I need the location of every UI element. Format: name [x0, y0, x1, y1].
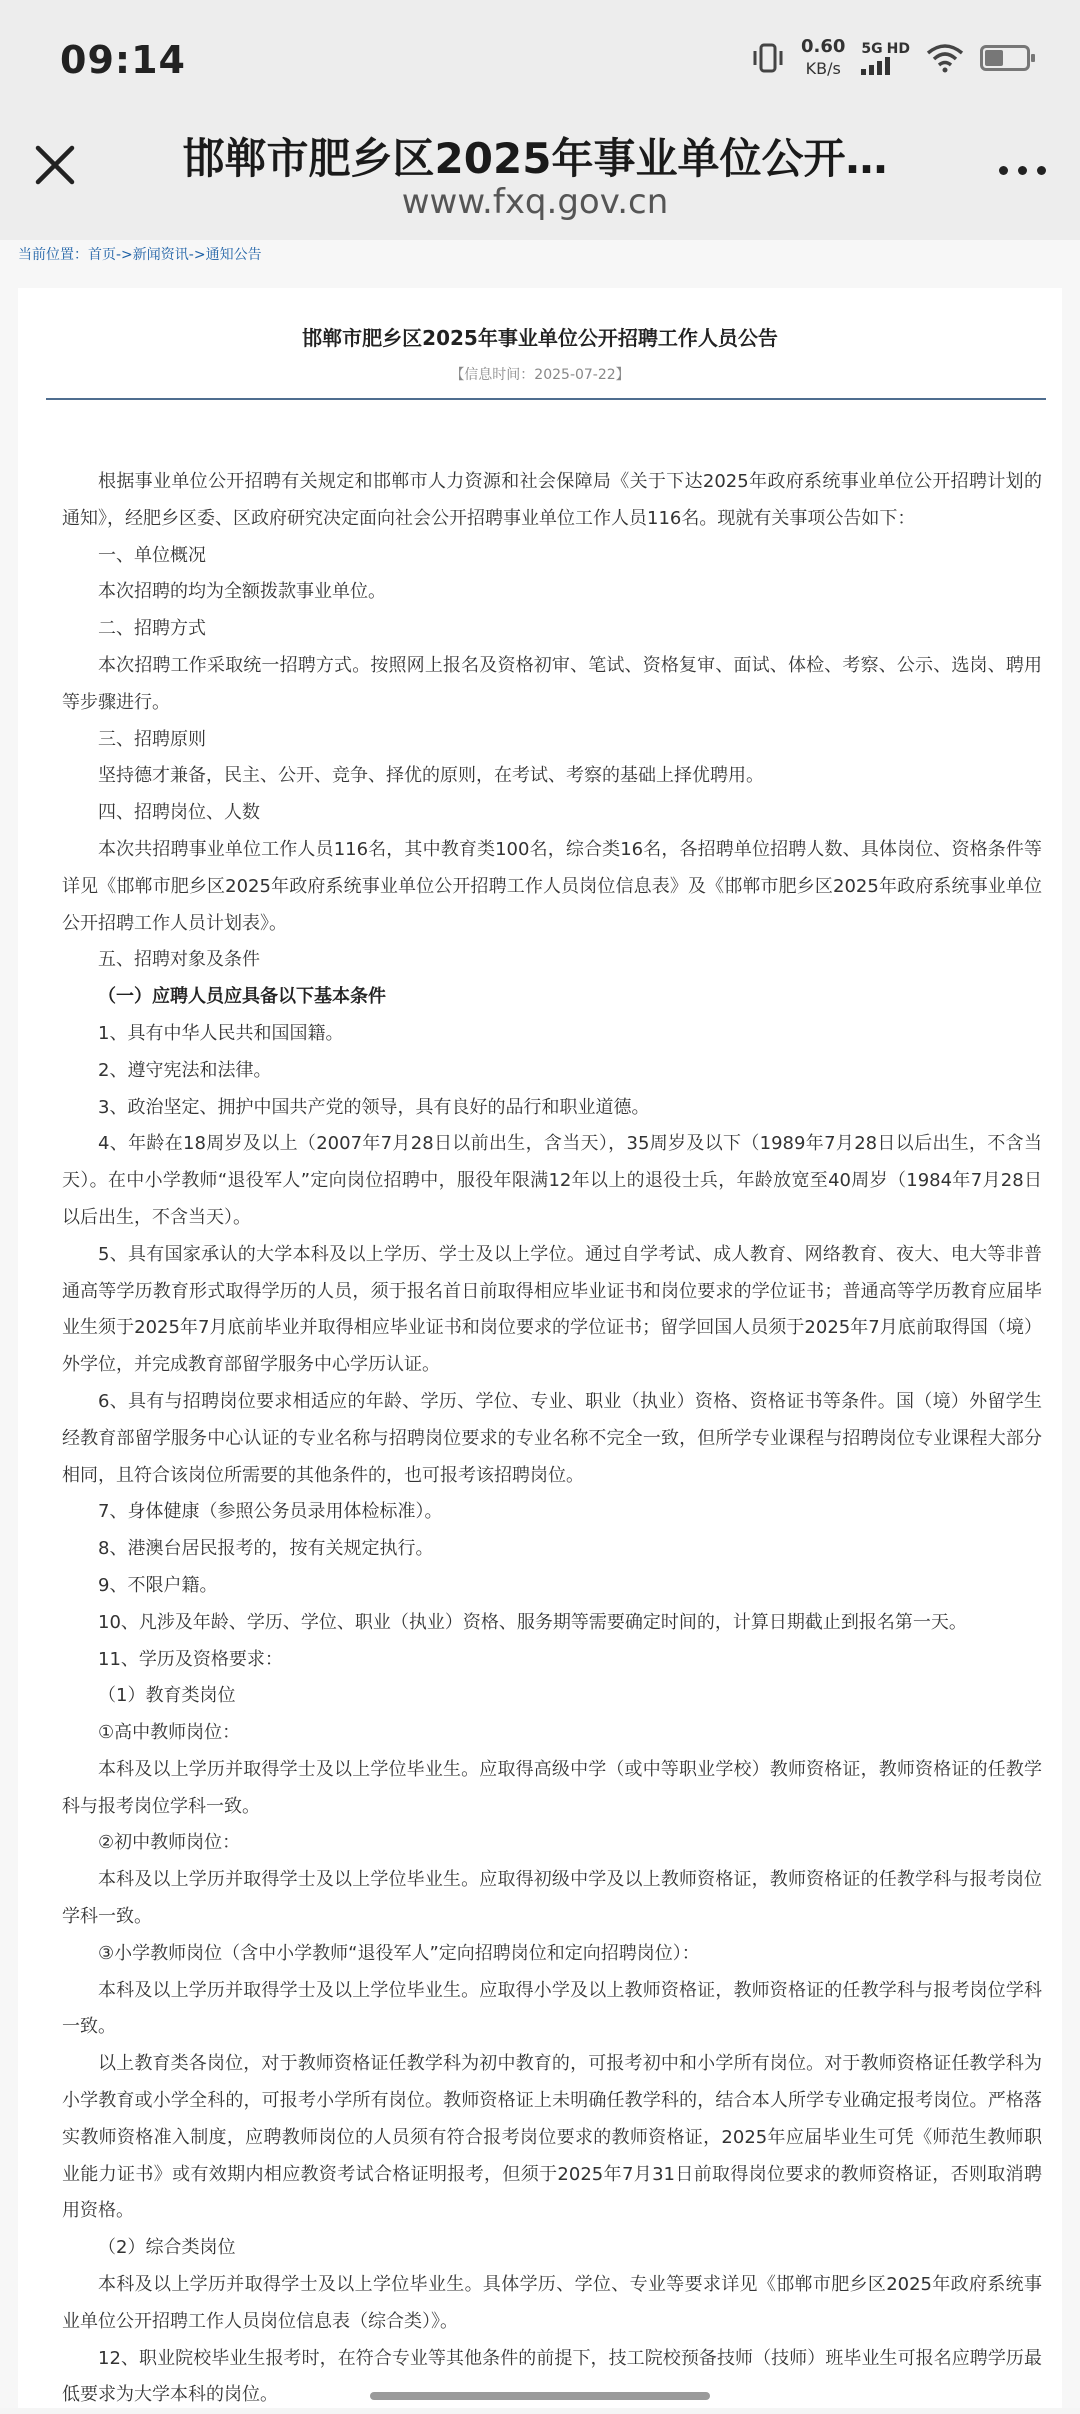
status-bar [0, 0, 1080, 120]
paragraph: 本次共招聘事业单位工作人员116名，其中教育类100名，综合类16名，各招聘单位招聘人数、具体岗位、资格条件等详见《邯郸市肥乡区2025年政府系统事业单位公开招聘工作人员岗位信息表》及《邯郸市肥乡区2025年政府系统事业单位公开招聘工作人员计划表》。 [62, 838, 1042, 934]
vibrate-icon [751, 43, 785, 73]
cellular-signal [861, 41, 910, 75]
list-item: 7、身体健康（参照公务员录用体检标准）。 [98, 1501, 443, 1523]
subsection-heading: （一）应聘人员应具备以下基本条件 [98, 986, 386, 1008]
sub-heading: ③小学教师岗位（含中小学教师“退役军人”定向招聘岗位和定向招聘岗位）： [98, 1942, 700, 1964]
article-title: 邯郸市肥乡区2025年事业单位公开招聘工作人员公告 [302, 326, 778, 350]
more-options-button[interactable] [992, 160, 1052, 180]
sub-heading: （2）综合类岗位 [98, 2237, 236, 2259]
more-icon-dot [999, 166, 1008, 175]
status-time: 09:14 [60, 38, 186, 82]
network-speed [801, 36, 845, 80]
close-icon [30, 140, 80, 190]
wifi-icon [926, 43, 964, 73]
title-divider [46, 398, 1046, 400]
section-heading: 二、招聘方式 [98, 618, 206, 640]
list-item: 6、具有与招聘岗位要求相适应的年龄、学历、学位、专业、职业（执业）资格、资格证书等条件。国（境）外留学生经教育部留学服务中心认证的专业名称与招聘岗位要求的专业名称不完全一致，但所学专业课程与招聘岗位专业课程大部分相同，且符合该岗位所需要的其他条件的，也可报考该招聘岗位。 [62, 1390, 1042, 1486]
battery-icon [980, 45, 1030, 71]
list-item: 1、具有中华人民共和国国籍。 [98, 1022, 344, 1044]
list-item: 2、遵守宪法和法律。 [98, 1059, 272, 1081]
list-item: 10、凡涉及年龄、学历、学位、职业（执业）资格、服务期等需要确定时间的，计算日期截止到报名第一天。 [98, 1611, 967, 1633]
sub-heading: （1）教育类岗位 [98, 1685, 236, 1707]
list-item: 5、具有国家承认的大学本科及以上学历、学士及以上学位。通过自学考试、成人教育、网络教育、夜大、电大等非普通高等学历教育形式取得学历的人员，须于报名首日前取得相应毕业证书和岗位要求的学位证书；普通高等学历教育应届毕业生须于2025年7月底前毕业并取得相应毕业证书和岗位要求的学位证书；留学回国人员须于2025年7月底前取得国（境）外学位，并完成教育部留学服务中心学历认证。 [62, 1243, 1042, 1376]
speed-unit: KB/s [805, 59, 841, 78]
paragraph: 本科及以上学历并取得学士及以上学位毕业生。应取得小学及以上教师资格证，教师资格证的任教学科与报考岗位学科一致。 [62, 1979, 1042, 2038]
paragraph: 根据事业单位公开招聘有关规定和邯郸市人力资源和社会保障局《关于下达2025年政府系统事业单位公开招聘计划的通知》，经肥乡区委、区政府研究决定面向社会公开招聘事业单位工作人员116名。现就有关事项公告如下： [62, 471, 1042, 529]
section-heading: 五、招聘对象及条件 [98, 949, 260, 971]
paragraph: 本次招聘的均为全额拨款事业单位。 [98, 581, 386, 603]
list-item: 9、不限户籍。 [98, 1574, 218, 1596]
article-card [18, 288, 1062, 2408]
page-title: 邯郸市肥乡区2025年事业单位公开… [182, 134, 888, 183]
paragraph: 以上教育类各岗位，对于教师资格证任教学科为初中教育的，可报考初中和小学所有岗位。对于教师资格证任教学科为小学教育或小学全科的，可报考小学所有岗位。教师资格证上未明确任教学科的，结合本人所学专业确定报考岗位。严格落实教师资格准入制度，应聘教师岗位的人员须有符合报考岗位要求的教师资格证，2025年应届毕业生可凭《师范生教师职业能力证书》或有效期内相应教资考试合格证明报考，但须于2025年7月31日前取得岗位要求的教师资格证，否则取消聘用资格。 [62, 2053, 1042, 2222]
signal-bars-icon [861, 57, 910, 75]
list-item: 3、政治坚定、拥护中国共产党的领导，具有良好的品行和职业道德。 [98, 1096, 650, 1118]
page-url: www.fxq.gov.cn [401, 182, 669, 222]
list-item: 8、港澳台居民报考的，按有关规定执行。 [98, 1538, 434, 1560]
list-item: 4、年龄在18周岁及以上（2007年7月28日以前出生，含当天），35周岁及以下（1989年7月28日以后出生，不含当天）。在中小学教师“退役军人”定向岗位招聘中，服役年限满12年以上的退役士兵，年龄放宽至40周岁（1984年7月28日以后出生，不含当天）。 [62, 1133, 1042, 1228]
section-heading: 四、招聘岗位、人数 [98, 802, 260, 824]
more-icon-dot [1037, 166, 1046, 175]
paragraph: 坚持德才兼备，民主、公开、竞争、择优的原则，在考试、考察的基础上择优聘用。 [98, 765, 764, 787]
browser-title-bar [0, 120, 1080, 240]
breadcrumb[interactable]: 当前位置：首页->新闻资讯->通知公告 [18, 247, 262, 263]
section-heading: 一、单位概况 [98, 544, 206, 566]
paragraph: 本次招聘工作采取统一招聘方式。按照网上报名及资格初审、笔试、资格复审、面试、体检、考察、公示、选岗、聘用等步骤进行。 [62, 654, 1042, 713]
article-date: 【信息时间：2025-07-22】 [450, 367, 630, 383]
section-heading: 三、招聘原则 [98, 728, 206, 750]
hd-label: HD [886, 41, 910, 57]
list-item: 12、职业院校毕业生报考时，在符合专业等其他条件的前提下，技工院校预备技师（技师）班毕业生可报名应聘学历最低要求为大学本科的岗位。 [62, 2347, 1042, 2406]
sub-heading: ②初中教师岗位： [98, 1832, 241, 1854]
close-button[interactable] [30, 140, 80, 190]
more-icon-dot [1018, 166, 1027, 175]
sub-heading: ①高中教师岗位： [98, 1722, 241, 1744]
network-type: 5G [861, 41, 883, 57]
article-body [62, 464, 1042, 2414]
paragraph: 本科及以上学历并取得学士及以上学位毕业生。具体学历、学位、专业等要求详见《邯郸市肥乡区2025年政府系统事业单位公开招聘工作人员岗位信息表（综合类）》。 [62, 2274, 1042, 2332]
status-icons [751, 36, 1030, 80]
paragraph: 本科及以上学历并取得学士及以上学位毕业生。应取得初级中学及以上教师资格证，教师资格证的任教学科与报考岗位学科一致。 [62, 1869, 1042, 1928]
web-page [0, 240, 1080, 2408]
list-item: 11、学历及资格要求： [98, 1648, 283, 1670]
speed-value: 0.60 [801, 36, 846, 57]
home-indicator[interactable] [370, 2392, 710, 2400]
paragraph: 本科及以上学历并取得学士及以上学位毕业生。应取得高级中学（或中等职业学校）教师资格证，教师资格证的任教学科与报考岗位学科一致。 [62, 1758, 1042, 1817]
